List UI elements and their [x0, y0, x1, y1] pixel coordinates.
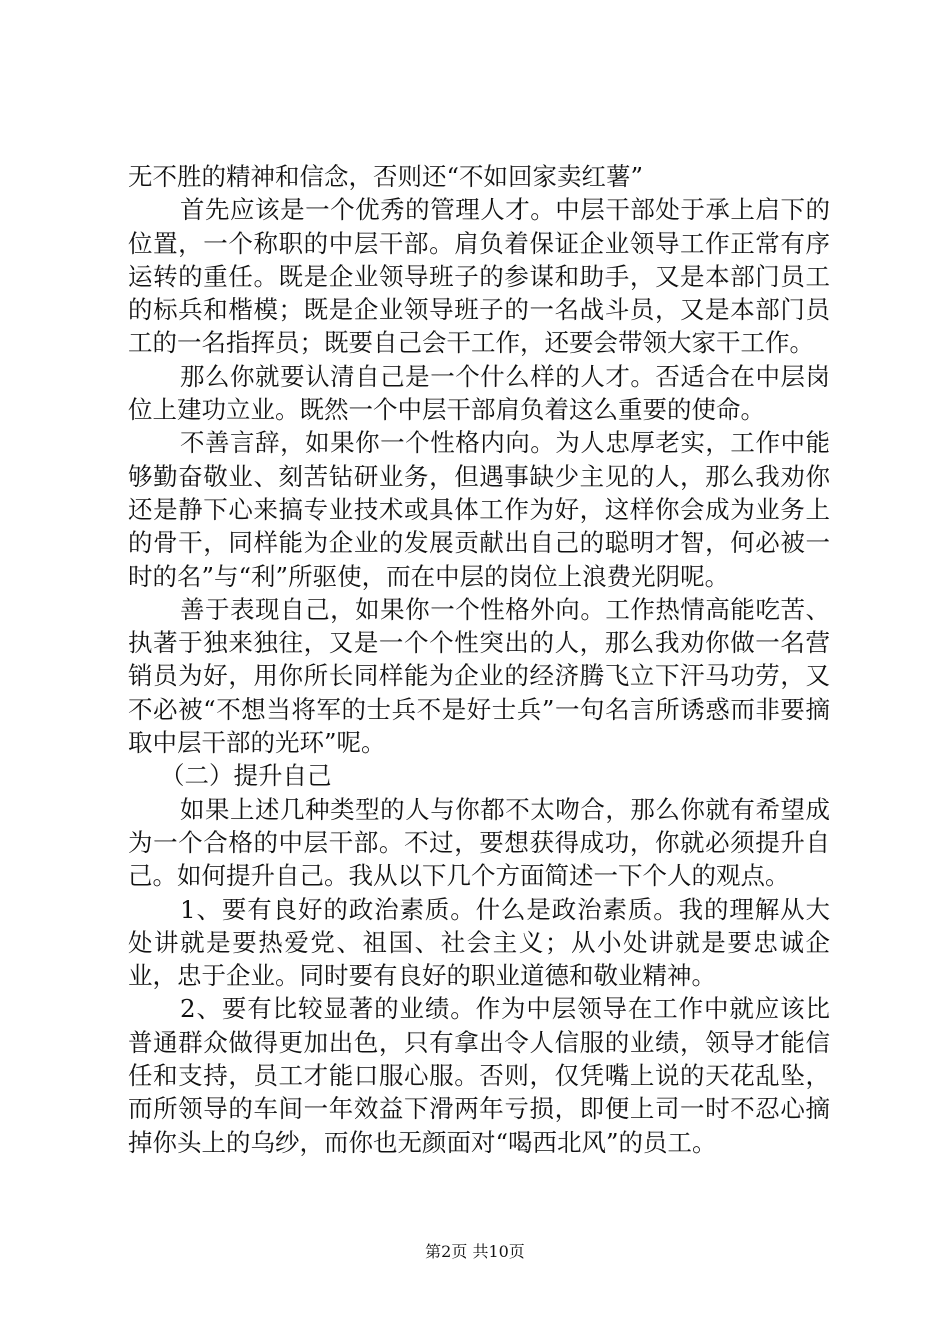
paragraph-political-quality: 1、要有良好的政治素质。什么是政治素质。我的理解从大处讲就是要热爱党、祖国、社会主义；从小处讲就是要忠诚企业，忠于企业。同时要有良好的职业道德和敬业精神。 [128, 894, 830, 991]
document-body [128, 160, 830, 1159]
section-heading-improve-self: （二）提升自己 [160, 761, 332, 791]
page-number-footer: 第2页 共10页 [425, 1242, 525, 1261]
paragraph-improve-intro: 如果上述几种类型的人与你都不太吻合，那么你就有希望成为一个合格的中层干部。不过，要想获得成功，你就必须提升自己。如何提升自己。我从以下几个方面简述一下个人的观点。 [128, 794, 830, 891]
paragraph-management-talent: 首先应该是一个优秀的管理人才。中层干部处于承上启下的位置，一个称职的中层干部。肩负着保证企业领导工作正常有序运转的重任。既是企业领导班子的参谋和助手，又是本部门员工的标兵和楷模；既是企业领导班子的一名战斗员，又是本部门员工的一名指挥员；既要自己会干工作，还要会带领大家干工作。 [128, 195, 830, 358]
paragraph-performance: 2、要有比较显著的业绩。作为中层领导在工作中就应该比普通群众做得更加出色，只有拿出令人信服的业绩，领导才能信任和支持，员工才能口服心服。否则，仅凭嘴上说的天花乱坠，而所领导的车间一年效益下滑两年亏损，即便上司一时不忍心摘掉你头上的乌纱，而你也无颜面对“喝西北风”的员工。 [128, 994, 830, 1157]
paragraph-introvert: 不善言辞，如果你一个性格内向。为人忠厚老实，工作中能够勤奋敬业、刻苦钻研业务，但遇事缺少主见的人，那么我劝你还是静下心来搞专业技术或具体工作为好，这样你会成为业务上的骨干，同样能为企业的发展贡献出自己的聪明才智，何必被一时的名”与“利”所驱使，而在中层的岗位上浪费光阴呢。 [128, 428, 830, 591]
paragraph-recognize-self: 那么你就要认清自己是一个什么样的人才。否适合在中层岗位上建功立业。既然一个中层干部肩负着这么重要的使命。 [128, 361, 830, 425]
paragraph-continuation: 无不胜的精神和信念，否则还“不如回家卖红薯” [128, 162, 644, 191]
paragraph-extrovert: 善于表现自己，如果你一个性格外向。工作热情高能吃苦、执著于独来独往，又是一个个性突出的人，那么我劝你做一名营销员为好，用你所长同样能为企业的经济腾飞立下汗马功劳，又不必被“不想当将军的士兵不是好士兵”一句名言所诱惑而非要摘取中层干部的光环”呢。 [128, 594, 830, 758]
